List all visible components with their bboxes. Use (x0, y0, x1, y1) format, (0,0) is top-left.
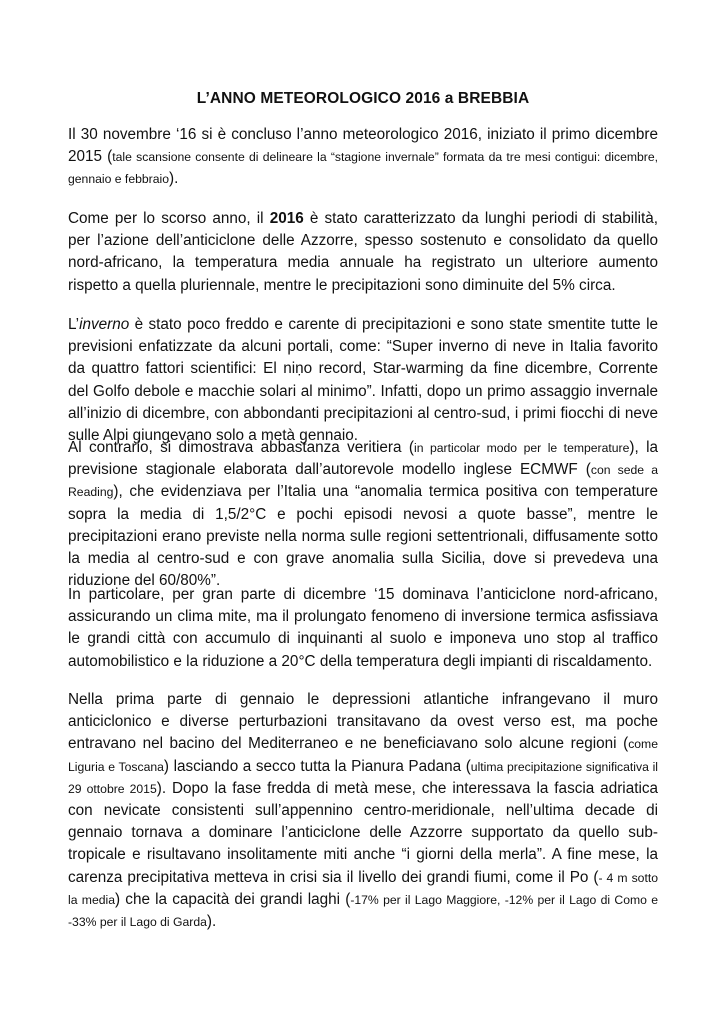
winter-word: inverno (79, 316, 130, 333)
january-e: ). (206, 913, 217, 931)
intro-text: Il 30 novembre ‘16 si è concluso l’anno meteorologico 2016, iniziato il primo dicembre 2015 ( (68, 126, 658, 166)
forecast-note-1: in particolar modo per le temperature (414, 441, 630, 455)
paragraph-intro (68, 124, 658, 191)
document-title: L’ANNO METEOROLOGICO 2016 a BREBBIA (196, 90, 530, 107)
forecast-b: ), la previsione stagionale elaborata dall’autorevole modello inglese ECMWF ( (68, 439, 659, 479)
january-c: ). Dopo la fase fredda di metà mese, che interessava la fascia adriatica con nevicate consistenti sull’appennino centro-meridionale, nell’ultima decade di gennaio tornava a dominare l’anticiclone delle Azzorre supportato da quello sub-tropicale e risultavano insolitamente miti anche “i giorni della merla”. A fine mese, la carenza precipitativa metteva in crisi sia il livello dei grandi fiumi, come il Po ( (68, 779, 659, 886)
january-a: Nella prima parte di gennaio le depressioni atlantiche infrangevano il muro anticiclonico e diverse perturbazioni transitavano da ovest verso est, ma poche entravano nel bacino del Mediterraneo e ne beneficiavano solo alcune regioni ( (68, 691, 658, 753)
january-note-2: ultima precipitazione significativa il 29 ottobre 2015 (68, 759, 658, 796)
january-note-3: - 4 m sotto la media (68, 870, 658, 907)
summary-pre: Come per lo scorso anno, il (68, 210, 270, 227)
paragraph-january (68, 689, 658, 933)
winter-pre: L’ (68, 316, 80, 333)
january-d: ) che la capacità dei grandi laghi ( (115, 890, 351, 908)
paragraph-winter (68, 314, 658, 447)
january-b: ) lasciando a secco tutta la Pianura Padana ( (163, 757, 471, 775)
forecast-a: Al contrario, si dimostrava abbastanza veritiera ( (68, 439, 414, 456)
intro-end: ). (168, 170, 179, 188)
paragraph-summary (68, 208, 658, 297)
intro-note: tale scansione consente di delineare la “stagione invernale” formata da tre mesi contigui: dicembre, gennaio e febbraio (68, 150, 659, 187)
summary-post: è stato caratterizzato da lunghi periodi di stabilità, per l’azione dell’anticiclone delle Azzorre, spesso sostenuto e consolidato da quello nord-africano, la temperatura media annuale ha registrato un ulteriore aumento rispetto a quella pluriennale, mentre le precipitazioni sono diminuite del 5% circa. (68, 210, 658, 294)
winter-post: è stato poco freddo e carente di precipitazioni e sono state smentite tutte le previsioni enfatizzate da alcuni portali, come: “Super inverno di neve in Italia favorito da quattro fattori scientifici: El niṇo record, Star-warming da fine dicembre, Corrente del Golfo debole e macchie solari al minimo”. Infatti, dopo un primo assaggio invernale all’inizio di dicembre, con abbondanti precipitazioni al centro-sud, i primi fiocchi di neve sulle Alpi giungevano solo a metà gennaio. (68, 316, 658, 445)
paragraph-december (68, 584, 658, 673)
january-note-4: -17% per il Lago Maggiore, -12% per il Lago di Como e -33% per il Lago di Garda (68, 892, 659, 930)
summary-year: 2016 (269, 210, 304, 227)
forecast-c: ), che evidenziava per l’Italia una “anomalia termica positiva con temperature sopra la media di 1,5/2°C e pochi episodi nevosi a quote basse”, mentre le precipitazioni erano previste nella norma sulle regioni settentrionali, diffusamente sotto la media al centro-sud e con grave anomalia sulla Sicilia, dove si prevedeva una riduzione del 60/80%”. (68, 483, 658, 590)
paragraph-forecast (68, 437, 658, 592)
forecast-note-2: con sede a Reading (68, 463, 658, 500)
december-text: In particolare, per gran parte di dicembre ‘15 dominava l’anticiclone nord-africano, assicurando un clima mite, ma il prolungato fenomeno di inversione termica asfissiava le grandi città con accumulo di inquinanti al suolo e imponeva uno stop al traffico automobilistico e la riduzione a 20°C della temperatura degli impianti di riscaldamento. (68, 586, 658, 670)
january-note-1: come Liguria e Toscana (68, 737, 658, 774)
